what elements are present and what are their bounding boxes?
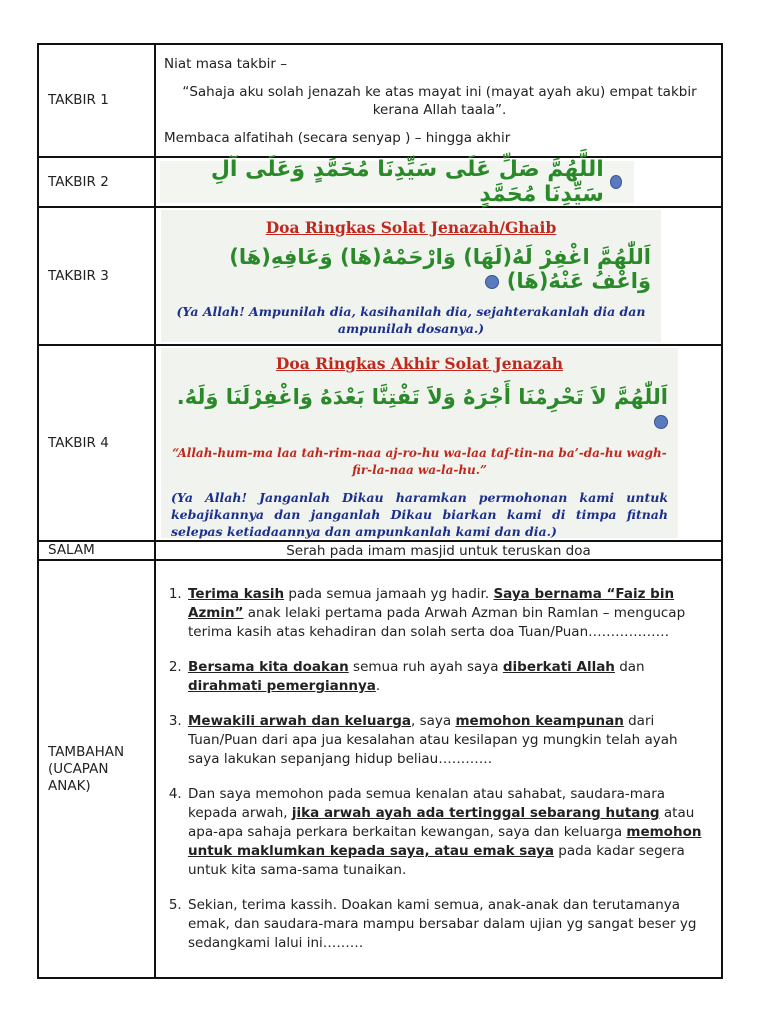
body-text: anak lelaki pertama pada Arwah Azman bin Ramlan – mengucap terima kasih atas kehadiran dan solah serta doa Tuan/Puan……………… (188, 605, 686, 640)
emphasis-text: jika arwah ayah ada tertinggal sebarang hutang (291, 805, 660, 821)
takbir1-label: TAKBIR 1 (38, 44, 155, 157)
verse-end-icon (610, 175, 622, 189)
takbir2-label: TAKBIR 2 (38, 157, 155, 207)
doa-jenazah-title: Doa Ringkas Solat Jenazah/Ghaib (265, 218, 557, 237)
selawat-arabic: اللَّهُمَّ صَلِّ عَلَى سَيِّدِنَا مُحَمَّدٍ وَعَلَى آلِ سَيِّدِنَا مُحَمَّدٍ (210, 157, 604, 207)
takbir-table (37, 43, 723, 979)
doa-akhir-image (161, 348, 678, 538)
doa-jenazah-translation: (Ya Allah! Ampunilah dia, kasihanilah dia, sejahterakanlah dia dan ampunilah dosanya.) (176, 304, 646, 336)
body-text: Sekian, terima kassih. Doakan kami semua, anak-anak dan terutamanya emak, dan saudara-mara mampu bersabar dalam ujian yg sangat beser yg sedangkami lalui ini……… (188, 897, 697, 951)
takbir4-label: TAKBIR 4 (38, 345, 155, 541)
salam-text: Serah pada imam masjid untuk teruskan doa (155, 541, 722, 560)
ucapan-item-1 (186, 585, 707, 642)
takbir1-instruction: Membaca alfatihah (secara senyap ) – hingga akhir (164, 129, 511, 146)
doa-jenazah-arabic-text: اَللّٰهُمَّ اغْفِرْ لَهُ(لَهَا) وَارْحَمْهُ(هَا) وَعَافِهِ(هَا) وَاعْفُ عَنْهُ(هَا) (229, 245, 651, 293)
body-text: dan (614, 659, 645, 675)
body-text: atau apa-apa sahaja perkara berkaitan kewangan, saya dan keluarga (188, 805, 695, 840)
ucapan-item-3 (186, 712, 707, 769)
emphasis-text: Terima kasih (188, 586, 285, 602)
takbir3-label: TAKBIR 3 (38, 207, 155, 345)
verse-end-icon (654, 415, 668, 429)
doa-akhir-transliteration: “Allah-hum-ma laa tah-rim-naa aj-ro-hu wa-laa taf-tin-na ba’-da-hu wagh-fir-la-naa wa-la-hu.” (172, 446, 667, 477)
selawat-image (160, 157, 634, 207)
emphasis-text: Saya bernama “Faiz bin Azmin” (188, 586, 675, 621)
ucapan-item-5 (186, 896, 707, 953)
body-text: pada semua jamaah yg hadir. (284, 586, 494, 602)
emphasis-text: diberkati Allah (502, 659, 615, 675)
emphasis-text: dirahmati pemergiannya (188, 678, 376, 694)
takbir3-content (155, 207, 722, 345)
ucapan-item-2 (186, 658, 707, 696)
body-text: Dan saya memohon pada semua kenalan atau sahabat, saudara-mara kepada arwah, (188, 786, 666, 821)
niat-heading: Niat masa takbir – (164, 55, 288, 72)
emphasis-text: memohon untuk maklumkan kepada saya, atau emak saya (188, 824, 702, 859)
body-text: pada kadar segera untuk kita sama-sama tunaikan. (188, 843, 685, 878)
emphasis-text: Bersama kita doakan (188, 659, 349, 675)
tambahan-label: TAMBAHAN (UCAPAN ANAK) (38, 560, 155, 978)
doa-akhir-arabic-text: اَللّٰهُمَّ لاَ تَحْرِمْنَا أَجْرَهُ وَلاَ تَفْتِنَّا بَعْدَهُ وَاغْفِرْلَنَا وَلَهُ. (176, 385, 668, 409)
emphasis-text: Mewakili arwah dan keluarga (188, 713, 412, 729)
doa-jenazah-arabic (171, 245, 651, 293)
doa-akhir-translation: (Ya Allah! Janganlah Dikau haramkan permohonan kami untuk kebajikannya dan janganlah Dikau biarkan kami di timpa fitnah selepas ketiadaannya dan ampunkanlah kami dan dia.) (171, 490, 668, 539)
takbir4-content (155, 345, 722, 541)
salam-label: SALAM (38, 541, 155, 560)
body-text: semua ruh ayah saya (348, 659, 503, 675)
verse-end-icon (485, 275, 499, 289)
doa-akhir-arabic (171, 385, 668, 433)
body-text: , saya (411, 713, 456, 729)
ucapan-item-4 (186, 785, 707, 880)
tambahan-content (155, 560, 722, 978)
doa-akhir-title: Doa Ringkas Akhir Solat Jenazah (275, 354, 564, 373)
body-text: dari Tuan/Puan dari apa jua kesalahan atau kesilapan yg mungkin telah ayah saya lakukan sepanjang hidup beliau………… (188, 713, 678, 767)
body-text: . (375, 678, 381, 694)
takbir2-content (155, 157, 722, 207)
doa-jenazah-image (161, 210, 661, 342)
niat-quote: “Sahaja aku solah jenazah ke atas mayat ini (mayat ayah aku) empat takbir kerana Allah taala”. (182, 83, 697, 118)
ucapan-list (156, 585, 707, 953)
takbir1-content (155, 44, 722, 157)
emphasis-text: memohon keampunan (455, 713, 624, 729)
